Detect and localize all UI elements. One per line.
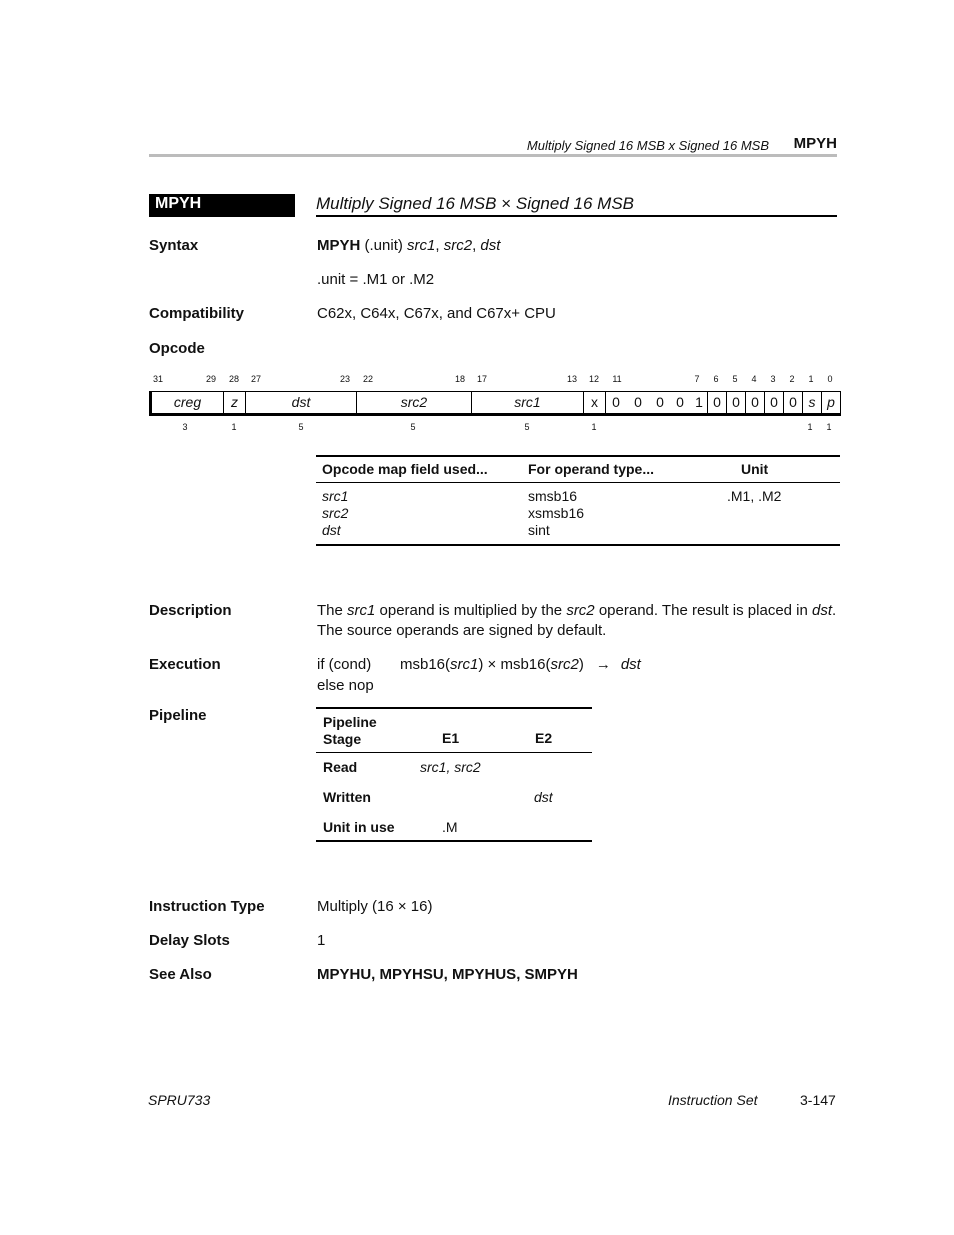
opcode-bit-cell: 0: [765, 392, 784, 413]
table-rule: [316, 840, 592, 842]
opcode-bit: 0: [676, 394, 684, 410]
opcode-field-box: [149, 391, 841, 416]
opcode-field-creg: creg: [152, 392, 224, 413]
opcode-map-field: dst: [322, 522, 341, 538]
execution-text: ): [578, 656, 584, 673]
opcode-bit-cell: 0: [727, 392, 746, 413]
bit-number: 2: [789, 374, 795, 384]
bit-number: 0: [827, 374, 833, 384]
opcode-map-type: smsb16: [528, 488, 578, 504]
field-width: 5: [410, 422, 416, 432]
table-rule: [316, 752, 592, 753]
bit-number: 11: [612, 374, 622, 384]
syntax-sep1: ,: [435, 237, 444, 254]
opcode-map-field: src2: [322, 505, 349, 521]
syntax-mnemonic: MPYH: [317, 237, 361, 254]
delay-slots-text: 1: [317, 932, 326, 949]
opcode-field-src1: src1: [472, 392, 584, 413]
compatibility-text: C62x, C64x, C67x, and C67x+ CPU: [317, 305, 556, 322]
field-width: 5: [298, 422, 304, 432]
execution-var: dst: [620, 656, 641, 673]
field-width: 5: [524, 422, 530, 432]
bit-number: 28: [228, 374, 240, 384]
description-line-2: The source operands are signed by default.: [317, 622, 607, 639]
pipeline-row-stage: Unit in use: [323, 819, 395, 835]
execution-label: Execution: [149, 656, 221, 673]
description-var: src2: [566, 602, 595, 619]
opcode-bit: 0: [634, 394, 642, 410]
opcode-field-dst: dst: [246, 392, 357, 413]
description-text: operand is multiplied by the: [375, 602, 567, 619]
opcode-bit-cell: 0: [784, 392, 803, 413]
opcode-field-x: x: [584, 392, 606, 413]
bit-number: 22: [362, 374, 374, 384]
pipeline-header-e1: E1: [442, 730, 460, 746]
opcode-map-table: [316, 455, 840, 547]
syntax-text: [317, 237, 500, 254]
syntax-sep2: ,: [472, 237, 481, 254]
syntax-op2: src2: [443, 237, 473, 254]
bit-number: 1: [808, 374, 814, 384]
bit-number: 17: [476, 374, 488, 384]
syntax-op1: src1: [407, 237, 436, 254]
bit-number: 23: [339, 374, 351, 384]
instruction-title: [316, 194, 634, 214]
compatibility-label: Compatibility: [149, 305, 245, 322]
bit-number: 5: [732, 374, 738, 384]
bit-number: 4: [751, 374, 757, 384]
opcode-bit-cell: 0: [708, 392, 727, 413]
execution-else: else nop: [317, 677, 374, 694]
table-rule: [316, 455, 840, 457]
running-header-mnemonic: MPYH: [793, 135, 837, 152]
arrow-icon: →: [595, 656, 611, 673]
description-line-1: [317, 602, 836, 619]
opcode-map-type: xsmsb16: [528, 505, 585, 521]
header-rule: [149, 154, 837, 157]
opcode-map-header: Opcode map field used...: [322, 461, 488, 477]
opcode-field-p: p: [827, 394, 835, 410]
running-header-subtitle: Multiply Signed 16 MSB x Signed 16 MSB: [526, 138, 769, 153]
opcode-map-header: Unit: [741, 461, 769, 477]
bit-number: 13: [566, 374, 578, 384]
syntax-unit-line: .unit = .M1 or .M2: [317, 271, 435, 288]
bit-number: 6: [713, 374, 719, 384]
bit-number: 12: [588, 374, 600, 384]
field-width: 1: [807, 422, 813, 432]
execution-expression: [400, 656, 641, 673]
table-rule: [316, 482, 840, 483]
pipeline-row-e2: dst: [534, 789, 553, 805]
see-also-label: See Also: [149, 966, 212, 983]
footer-doc-id: SPRU733: [148, 1092, 211, 1108]
bit-number: 29: [205, 374, 217, 384]
pipeline-header-stage: Pipeline: [323, 714, 377, 730]
bit-number: 7: [694, 374, 700, 384]
bit-number: 27: [250, 374, 262, 384]
see-also-links[interactable]: MPYHU, MPYHSU, MPYHUS, SMPYH: [317, 966, 578, 983]
footer-section: Instruction Set: [668, 1092, 758, 1108]
execution-text: msb16(: [400, 656, 451, 673]
syntax-op3: dst: [480, 237, 501, 254]
description-text: operand. The result is placed in: [594, 602, 813, 619]
description-var: src1: [347, 602, 376, 619]
pipeline-header-e2: E2: [535, 730, 553, 746]
description-var: dst: [812, 602, 833, 619]
execution-cond: if (cond): [317, 656, 372, 673]
pipeline-row-e1: src1, src2: [420, 759, 481, 775]
title-suffix: Signed 16 MSB: [511, 194, 634, 213]
execution-text: ) × msb16(: [478, 656, 551, 673]
opcode-field-z: z: [224, 392, 246, 413]
table-rule: [316, 707, 592, 709]
footer-page-number: 3-147: [800, 1092, 836, 1108]
opcode-map-type: sint: [528, 522, 550, 538]
opcode-bit: 1: [695, 394, 703, 410]
opcode-map-unit: .M1, .M2: [727, 488, 782, 504]
opcode-bit-cell: 0: [746, 392, 765, 413]
field-width: 1: [231, 422, 237, 432]
instruction-type-label: Instruction Type: [149, 898, 265, 915]
pipeline-row-e1: .M: [442, 819, 458, 835]
opcode-map-field: src1: [322, 488, 349, 504]
opcode-field-src2: src2: [357, 392, 472, 413]
field-width: 3: [182, 422, 188, 432]
description-label: Description: [149, 602, 232, 619]
table-rule: [316, 544, 840, 546]
field-width: 1: [591, 422, 597, 432]
syntax-label: Syntax: [149, 237, 199, 254]
description-text: The: [317, 602, 348, 619]
pipeline-header-stage: Stage: [323, 731, 362, 747]
title-rule: [316, 215, 837, 217]
pipeline-table: [316, 707, 592, 843]
execution-var: src2: [550, 656, 579, 673]
pipeline-row-stage: Read: [323, 759, 358, 775]
title-times: ×: [501, 194, 512, 213]
opcode-bit: 0: [656, 394, 664, 410]
pipeline-row-stage: Written: [323, 789, 371, 805]
instruction-type-text: Multiply (16 × 16): [317, 898, 433, 915]
opcode-label: Opcode: [149, 340, 205, 357]
title-box-rule: [149, 215, 295, 217]
field-width: 1: [826, 422, 832, 432]
bit-number: 31: [152, 374, 164, 384]
syntax-unit: (.unit): [360, 237, 408, 254]
instruction-title-box: MPYH: [149, 194, 295, 216]
opcode-fixed-bits-a: [606, 392, 708, 413]
title-prefix: Multiply Signed 16 MSB: [316, 194, 502, 213]
opcode-bit: 0: [612, 394, 620, 410]
delay-slots-label: Delay Slots: [149, 932, 230, 949]
opcode-field-s: s: [803, 392, 822, 413]
description-text: .: [832, 602, 837, 619]
execution-var: src1: [450, 656, 479, 673]
bit-number: 3: [770, 374, 776, 384]
pipeline-label: Pipeline: [149, 707, 207, 724]
bit-number: 18: [454, 374, 466, 384]
opcode-map-header: For operand type...: [528, 461, 655, 477]
opcode-diagram: [149, 374, 841, 438]
